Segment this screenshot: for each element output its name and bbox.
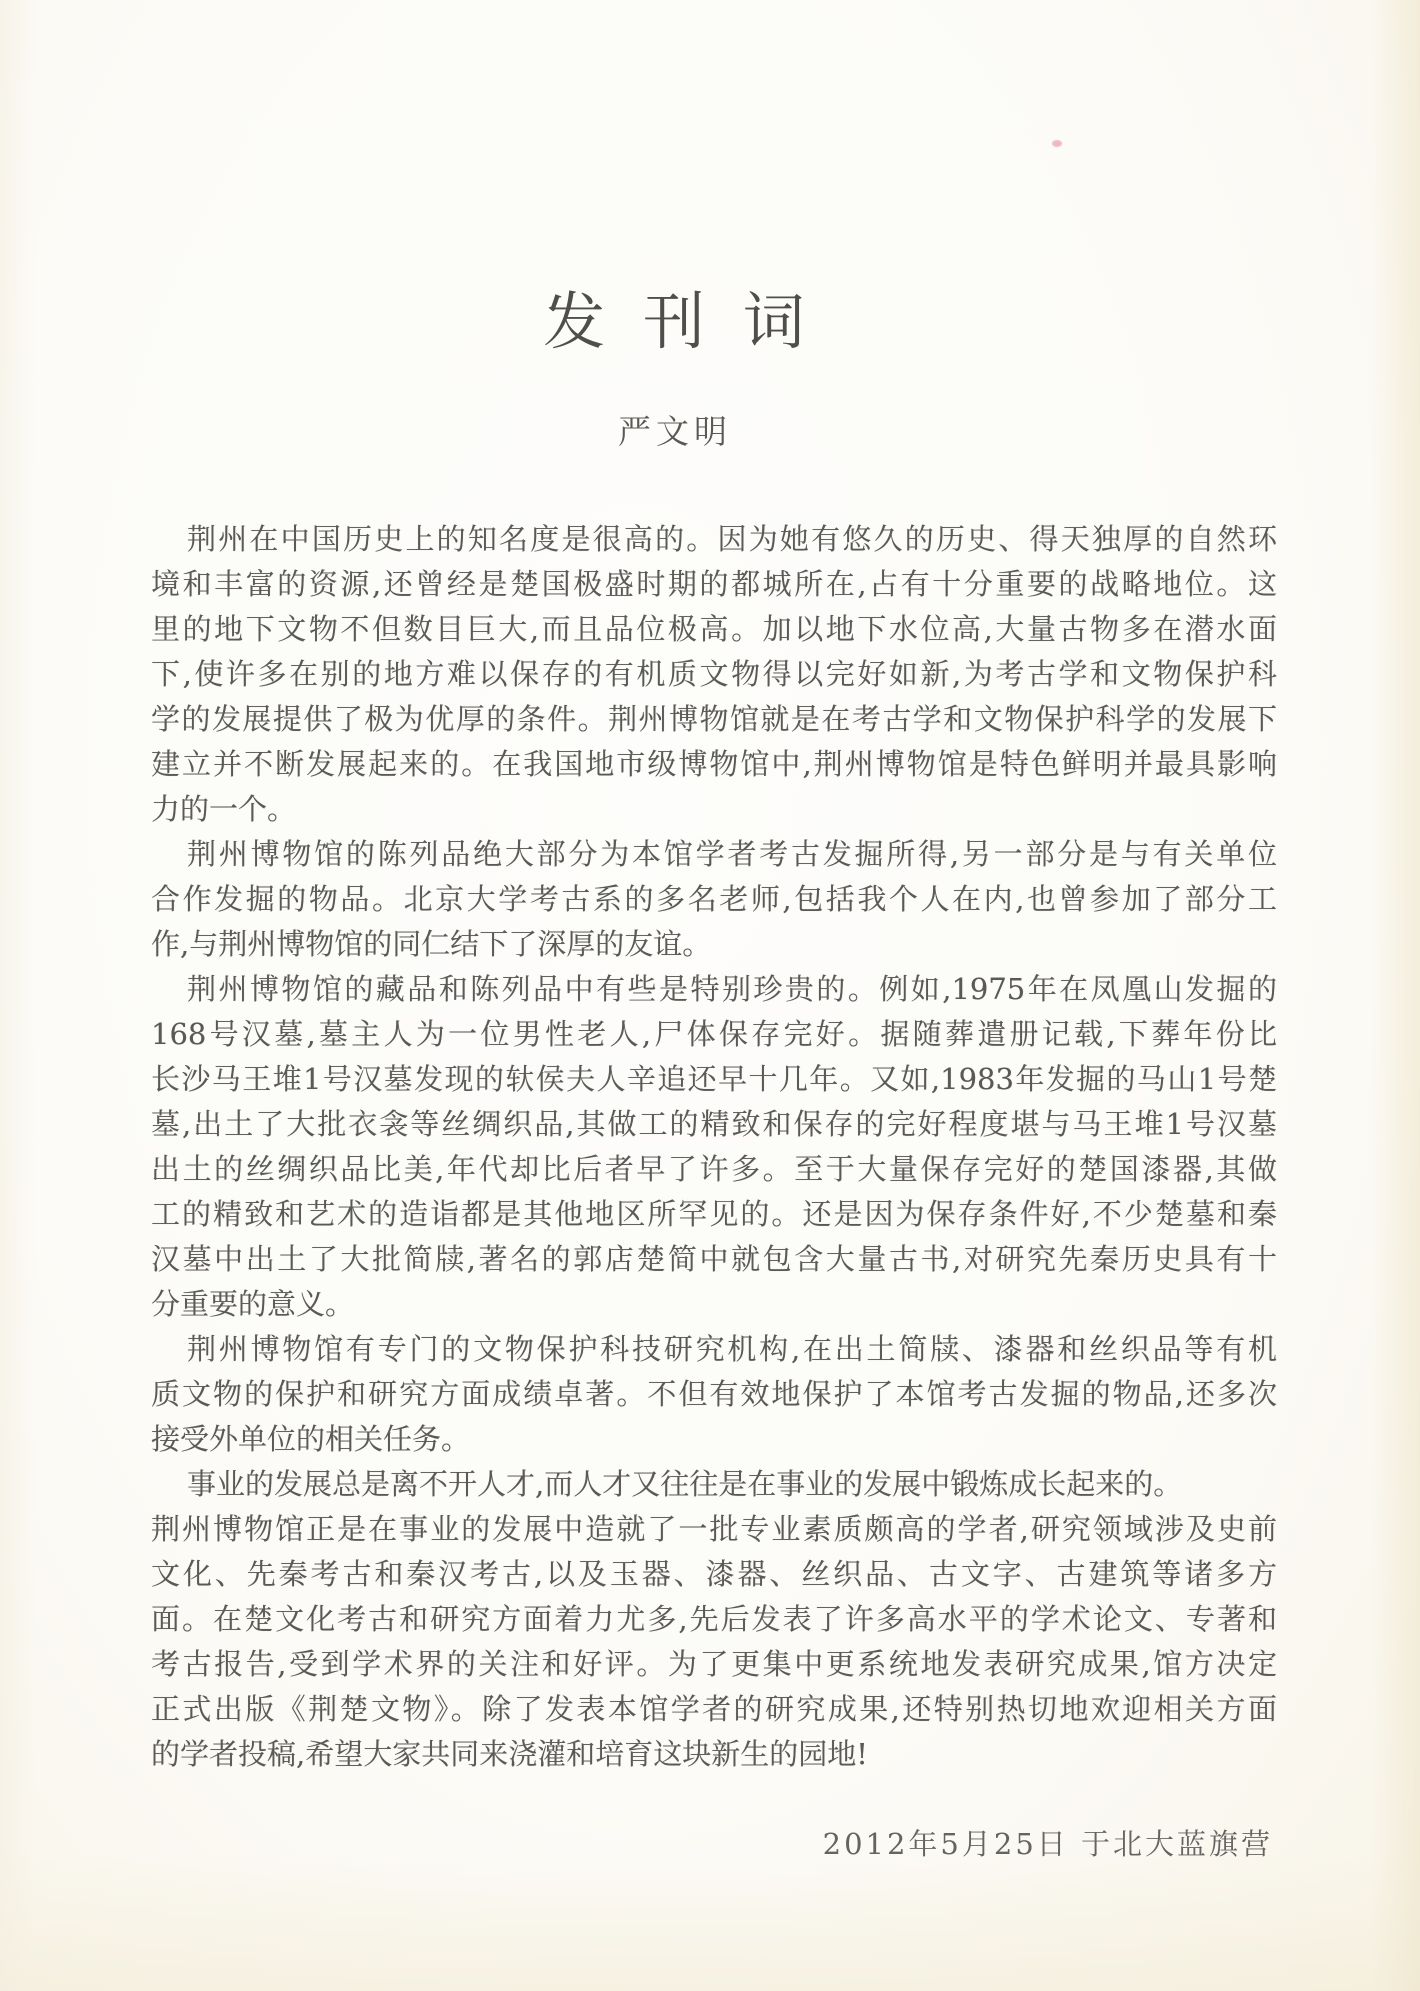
text-line: 里的地下文物不但数目巨大,而且品位极高。加以地下水位高,大量古物多在潜水面 — [151, 612, 1277, 646]
text-line: 面。在楚文化考古和研究方面着力尤多,先后发表了许多高水平的学术论文、专著和 — [151, 1602, 1277, 1636]
scan-artifact-dot — [1052, 140, 1062, 147]
paragraph-2 — [151, 832, 1277, 967]
text-line: 汉墓中出土了大批简牍,著名的郭店楚简中就包含大量古书,对研究先秦历史具有十 — [151, 1242, 1277, 1276]
text-line: 文化、先秦考古和秦汉考古,以及玉器、漆器、丝织品、古文字、古建筑等诸多方 — [151, 1557, 1277, 1591]
text-line: 荆州博物馆的陈列品绝大部分为本馆学者考古发掘所得,另一部分是与有关单位 — [187, 837, 1277, 871]
text-line: 出土的丝绸织品比美,年代却比后者早了许多。至于大量保存完好的楚国漆器,其做 — [151, 1152, 1277, 1186]
text-line: 荆州博物馆有专门的文物保护科技研究机构,在出土简牍、漆器和丝织品等有机 — [187, 1332, 1277, 1366]
text-line: 168号汉墓,墓主人为一位男性老人,尸体保存完好。据随葬遣册记载,下葬年份比 — [151, 1017, 1277, 1051]
text-line: 境和丰富的资源,还曾经是楚国极盛时期的都城所在,占有十分重要的战略地位。这 — [151, 567, 1277, 601]
dateline: 2012年5月25日 于北大蓝旗营 — [822, 1827, 1273, 1861]
text-line: 荆州博物馆正是在事业的发展中造就了一批专业素质颇高的学者,研究领域涉及史前 — [151, 1512, 1277, 1546]
text-line: 正式出版《荆楚文物》。除了发表本馆学者的研究成果,还特别热切地欢迎相关方面 — [151, 1692, 1277, 1726]
text-line: 荆州在中国历史上的知名度是很高的。因为她有悠久的历史、得天独厚的自然环 — [187, 522, 1277, 556]
text-line: 考古报告,受到学术界的关注和好评。为了更集中更系统地发表研究成果,馆方决定 — [151, 1647, 1277, 1681]
text-line: 学的发展提供了极为优厚的条件。荆州博物馆就是在考古学和文物保护科学的发展下 — [151, 702, 1277, 736]
paragraph-5 — [151, 1462, 1277, 1777]
text-line: 事业的发展总是离不开人才,而人才又往往是在事业的发展中锻炼成长起来的。 — [187, 1467, 1183, 1501]
text-line: 作,与荆州博物馆的同仁结下了深厚的友谊。 — [151, 927, 712, 961]
paragraph-4 — [151, 1327, 1277, 1462]
text-line: 下,使许多在别的地方难以保存的有机质文物得以完好如新,为考古学和文物保护科 — [151, 657, 1277, 691]
article-body — [151, 517, 1277, 1777]
text-line: 接受外单位的相关任务。 — [151, 1422, 471, 1456]
text-line: 工的精致和艺术的造诣都是其他地区所罕见的。还是因为保存条件好,不少楚墓和秦 — [151, 1197, 1277, 1231]
text-line: 墓,出土了大批衣衾等丝绸织品,其做工的精致和保存的完好程度堪与马王堆1号汉墓 — [151, 1107, 1277, 1141]
text-line: 长沙马王堆1号汉墓发现的轪侯夫人辛追还早十几年。又如,1983年发掘的马山1号楚 — [151, 1062, 1277, 1096]
text-line: 的学者投稿,希望大家共同来浇灌和培育这块新生的园地! — [151, 1737, 868, 1771]
paragraph-1 — [151, 517, 1277, 832]
page-title: 发 刊 词 — [543, 285, 807, 358]
text-line: 荆州博物馆的藏品和陈列品中有些是特别珍贵的。例如,1975年在凤凰山发掘的 — [187, 972, 1277, 1006]
text-line: 力的一个。 — [151, 792, 297, 826]
text-line: 质文物的保护和研究方面成绩卓著。不但有效地保护了本馆考古发掘的物品,还多次 — [151, 1377, 1277, 1411]
text-line: 合作发掘的物品。北京大学考古系的多名老师,包括我个人在内,也曾参加了部分工 — [151, 882, 1277, 916]
paragraph-3 — [151, 967, 1277, 1327]
text-line: 建立并不断发展起来的。在我国地市级博物馆中,荆州博物馆是特色鲜明并最具影响 — [151, 747, 1277, 781]
author-name: 严文明 — [618, 412, 732, 451]
text-line: 分重要的意义。 — [151, 1287, 355, 1321]
